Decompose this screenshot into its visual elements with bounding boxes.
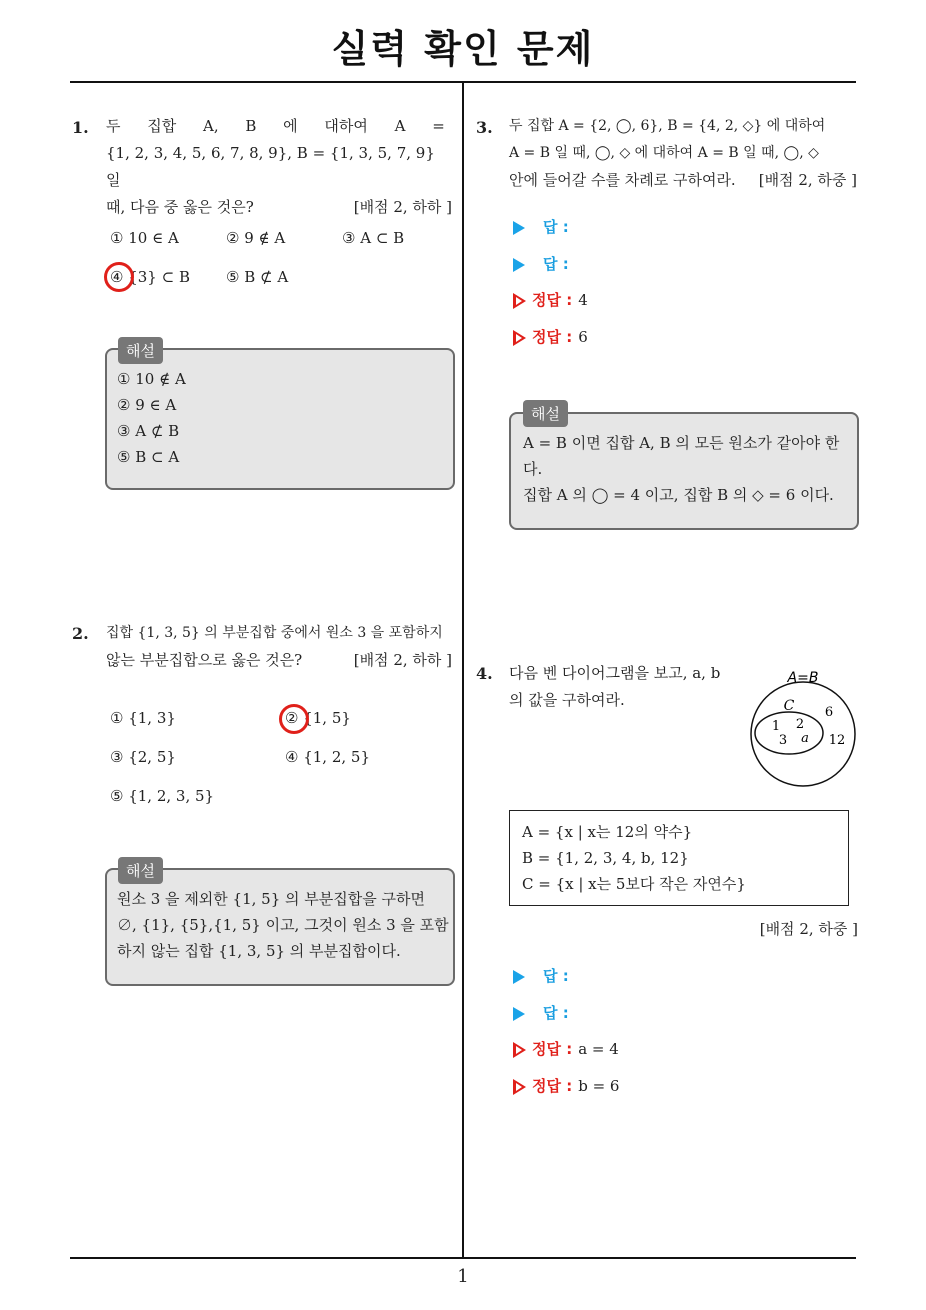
q2-choice-3[interactable]: ③ {2, 5}	[110, 748, 176, 766]
q1-choice-3[interactable]: ③ A ⊂ B	[342, 229, 405, 247]
q1-choice-4[interactable]: ④ {3} ⊂ B	[110, 268, 190, 286]
q4-def-a: A = {x | x는 12의 약수}	[522, 823, 693, 841]
q2-explanation-box	[105, 868, 455, 986]
page-title: 실력 확인 문제	[331, 27, 595, 71]
play-icon	[513, 258, 525, 272]
q4-answer-label-1: 답 :	[543, 967, 569, 985]
q4-def-b: B = {1, 2, 3, 4, b, 12}	[522, 849, 689, 867]
q2-choice-4[interactable]: ④ {1, 2, 5}	[285, 748, 371, 766]
q1-line-3: 때, 다음 중 옳은 것은?	[106, 198, 254, 216]
q2-level: [배점 2, 하하 ]	[353, 651, 452, 669]
outline-triangle-icon	[513, 1042, 526, 1058]
q3-correct-value-2: 6	[578, 328, 588, 346]
play-icon	[513, 1007, 525, 1021]
q4-number: 4.	[476, 664, 493, 683]
venn-diagram	[745, 664, 865, 789]
q3-answer-label-2: 답 :	[543, 255, 569, 273]
q4-answer-row-1[interactable]	[513, 965, 569, 986]
q1-exp-4: ⑤ B ⊂ A	[117, 448, 180, 466]
q3-exp-3: 집합 A 의 ◯ = 4 이고, 집합 B 의 ◇ = 6 이다.	[523, 486, 834, 504]
q3-line-1: 두 집합 A = {2, ◯, 6}, B = {4, 2, ◇} 에 대하여	[509, 118, 826, 134]
venn-inner-a: a	[801, 731, 809, 746]
q4-question	[509, 660, 720, 714]
venn-inner-1: 1	[771, 719, 781, 734]
q4-line-2: 의 값을 구하여라.	[509, 691, 625, 709]
q1-question	[106, 113, 452, 221]
q1-selected-mark	[104, 262, 134, 292]
q4-correct-value-1: a = 4	[578, 1040, 619, 1058]
q3-line-2: A = B 일 때, ◯, ◇ 에 대하여 A = B 일 때, ◯, ◇	[509, 145, 819, 161]
q2-number: 2.	[72, 624, 89, 643]
q1-level: [배점 2, 하하 ]	[353, 198, 452, 216]
q1-exp-3: ③ A ⊄ B	[117, 422, 180, 440]
q3-answer-row-2[interactable]	[513, 253, 569, 274]
q4-correct-value-2: b = 6	[578, 1077, 620, 1095]
q4-def-c: C = {x | x는 5보다 작은 자연수}	[522, 875, 746, 893]
bottom-rule	[70, 1257, 856, 1259]
q1-choice-1[interactable]: ① 10 ∈ A	[110, 229, 179, 247]
q4-line-1: 다음 벤 다이어그램을 보고, a, b	[509, 664, 721, 682]
q1-choice-5[interactable]: ⑤ B ⊄ A	[226, 268, 289, 286]
outline-triangle-icon	[513, 293, 526, 309]
page-number: 1	[457, 1266, 469, 1287]
play-icon	[513, 970, 525, 984]
q2-exp-3: 하지 않는 집합 {1, 3, 5} 의 부분집합이다.	[117, 942, 401, 960]
q4-correct-row-2	[513, 1075, 619, 1096]
venn-outer-6: 6	[824, 705, 834, 720]
q3-correct-label-2: 정답 :	[532, 328, 573, 346]
q3-answer-label-1: 답 :	[543, 218, 569, 236]
q3-exp-2: 다.	[523, 460, 543, 478]
q2-line-2: 않는 부분집합으로 옳은 것은?	[106, 651, 303, 669]
q4-definition-box	[509, 810, 849, 906]
outline-triangle-icon	[513, 330, 526, 346]
q3-answer-row-1[interactable]	[513, 216, 569, 237]
q3-correct-label-1: 정답 :	[532, 291, 573, 309]
outline-triangle-icon	[513, 1079, 526, 1095]
q2-choice-5[interactable]: ⑤ {1, 2, 3, 5}	[110, 787, 215, 805]
q2-exp-2: ∅, {1}, {5},{1, 5} 이고, 그것이 원소 3 을 포함	[117, 916, 449, 934]
q1-exp-2: ② 9 ∈ A	[117, 396, 177, 414]
q3-explanation-label: 해설	[523, 400, 568, 427]
q3-question	[509, 113, 857, 194]
column-divider	[462, 82, 464, 1258]
q2-choice-2[interactable]: ② {1, 5}	[285, 709, 351, 727]
q4-answer-row-2[interactable]	[513, 1002, 569, 1023]
venn-inner-2: 2	[795, 717, 805, 732]
q1-number: 1.	[72, 118, 89, 137]
q2-exp-1: 원소 3 을 제외한 {1, 5} 의 부분집합을 구하면	[117, 890, 425, 908]
q2-choice-1[interactable]: ① {1, 3}	[110, 709, 176, 727]
q3-number: 3.	[476, 118, 493, 137]
q1-explanation-label: 해설	[118, 337, 163, 364]
q1-choice-2[interactable]: ② 9 ∉ A	[226, 229, 286, 247]
q4-answer-label-2: 답 :	[543, 1004, 569, 1022]
q1-explanation-box	[105, 348, 455, 490]
q1-line-2: {1, 2, 3, 4, 5, 6, 7, 8, 9}, B = {1, 3, 5, 7, 9} 일	[106, 144, 435, 189]
q3-correct-row-2	[513, 326, 588, 347]
q2-selected-mark	[279, 704, 309, 734]
q3-correct-row-1	[513, 289, 588, 310]
q3-line-3: 안에 들어갈 수를 차례로 구하여라.	[509, 171, 736, 189]
q3-correct-value-1: 4	[578, 291, 588, 309]
q2-line-1: 집합 {1, 3, 5} 의 부분집합 중에서 원소 3 을 포함하지	[106, 625, 443, 641]
q1-exp-1: ① 10 ∉ A	[117, 370, 186, 388]
q3-explanation-box	[509, 412, 859, 530]
venn-inner-ellipse	[755, 712, 823, 754]
q1-line-1: 두 집합 A, B 에 대하여 A =	[106, 117, 445, 135]
q2-explanation-label: 해설	[118, 857, 163, 884]
venn-outer-12: 12	[828, 733, 846, 748]
q3-level: [배점 2, 하중 ]	[758, 171, 857, 189]
q4-correct-row-1	[513, 1038, 619, 1059]
q4-level: [배점 2, 하중 ]	[759, 920, 858, 938]
venn-outer-label: A=B	[787, 670, 819, 686]
q4-correct-label-2: 정답 :	[532, 1077, 573, 1095]
play-icon	[513, 221, 525, 235]
q2-question	[106, 620, 452, 674]
q4-correct-label-1: 정답 :	[532, 1040, 573, 1058]
venn-inner-label: C	[783, 698, 795, 714]
q3-exp-1: A = B 이면 집합 A, B 의 모든 원소가 같아야 한	[523, 434, 840, 452]
venn-inner-3: 3	[778, 733, 788, 748]
